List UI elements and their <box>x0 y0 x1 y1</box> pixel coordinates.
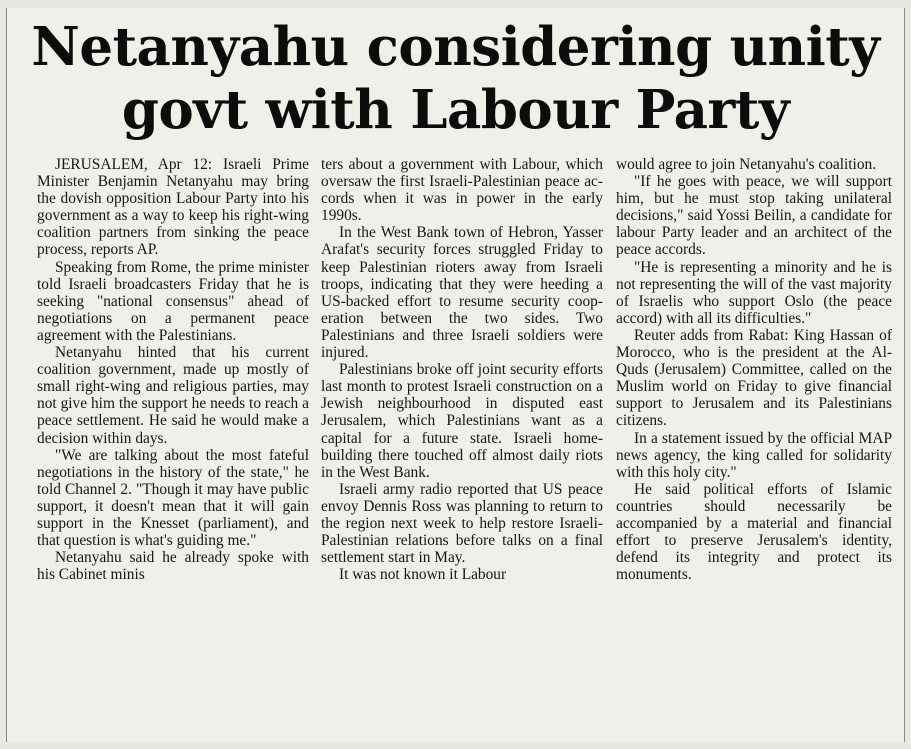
paragraph: Netanyahu said he already spoke with his Cabinet minis <box>37 549 309 584</box>
paragraph: ters about a government with Labour, which oversaw the first Israeli-Palestinian peace accords when it was in power in the early 1990s. <box>321 156 603 225</box>
paragraph: He said political efforts of Islamic countries should necessarily be accompanied by a material and financial effort to preserve Jerusalem's identity, defend its integrity and protect its monuments. <box>616 480 892 584</box>
paragraph: Reuter adds from Rabat: King Hassan of Morocco, who is the president at the Al-Quds (Jerusalem) Committee, called on the Muslim world on Friday to give financial support to Jerusalem and its Palestinians citizens. <box>616 326 892 430</box>
headline-line-1: Netanyahu considering unity <box>31 16 880 78</box>
paragraph: JERUSALEM, Apr 12: Israeli Prime Minister Benjamin Netanyahu may bring the dovish opposition Labour Party into his government as a way to keep his right-wing coalition partners from sinking the peace process, reports AP. <box>37 156 309 259</box>
paragraph: would agree to join Netanyahu's coalition. <box>616 156 877 173</box>
paragraph: In the West Bank town of Hebron, Yasser Arafat's security forces struggled Friday to keep Palestinian rioters away from Israeli troops, indicating that they were heeding a US-backed effort to resume security cooperation between the two sides. Two Palestinians and three Israeli soldiers were injured. <box>321 224 603 362</box>
headline-line-2: govt with Labour Party <box>121 79 790 141</box>
paragraph: "He is representing a minority and he is not representing the will of the vast majority of Israelis who support Oslo (the peace accord) with all its difficulties." <box>616 258 892 327</box>
paragraph: "We are talking about the most fateful negotiations in the history of the state," he told Channel 2. "Though it may have public support, it doesn't mean that it will gain support in the Knesset (parliament), and that question is what's guiding me." <box>37 446 309 550</box>
paragraph: In a statement issued by the official MAP news agency, the king called for solidarity with this holy city." <box>616 429 892 481</box>
paragraph: Netanyahu hinted that his current coalition government, made up mostly of small right-wing and religious parties, may not give him the support he needs to reach a peace settlement. He said he would make a decision within days. <box>37 344 309 447</box>
article-body <box>7 156 904 742</box>
article-column-3 <box>616 156 892 742</box>
article-column-1 <box>37 156 309 742</box>
article-column-2 <box>321 156 603 742</box>
paragraph: It was not known it Labour <box>339 566 507 584</box>
newspaper-clipping <box>6 8 905 742</box>
paragraph: Speaking from Rome, the prime minister told Israeli broadcasters Friday that he is seeking "national consensus" ahead of negotiations on a permanent peace agreement with the Palestinians. <box>37 258 309 344</box>
paragraph: "If he goes with peace, we will support him, but he must stop taking unilateral decisions," said Yossi Beilin, a candidate for labour Party leader and an architect of the peace accords. <box>616 173 892 259</box>
paragraph: Israeli army radio reported that US peace envoy Dennis Ross was planning to return to the region next week to help restore Israeli-Palestinian relations before talks on a final settlement start in May. <box>321 480 603 567</box>
headline <box>7 16 904 142</box>
paragraph: Palestinians broke off joint security efforts last month to protest Israeli construction on a Jewish neighbourhood in disputed east Jerusalem, which Palestinians want as a capital for a future state. Israeli home-building there touched off almost daily riots in the West Bank. <box>321 361 603 481</box>
